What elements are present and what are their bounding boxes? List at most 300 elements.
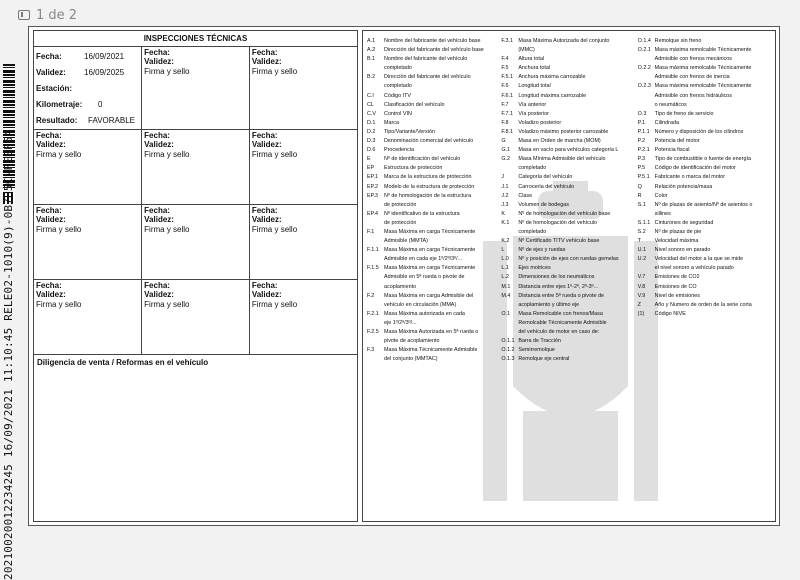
- estacion-label: Estación:: [36, 83, 73, 93]
- legend-description: Nº de identificación del vehículo: [384, 156, 461, 163]
- legend-code: O.1.2: [501, 347, 515, 354]
- validez-label: Validez:: [36, 140, 66, 149]
- firma-label: Firma y sello: [36, 225, 82, 234]
- legend-entry: [638, 46, 775, 55]
- legend-code: L.0: [501, 256, 509, 263]
- fecha-label: Fecha:: [251, 206, 278, 215]
- legend-columns: [363, 31, 775, 364]
- legend-code: F.3.1: [501, 38, 514, 44]
- legend-code: F.7: [501, 101, 509, 108]
- legend-code: S.1.1: [637, 219, 651, 226]
- inspection-cell: [249, 280, 357, 355]
- legend-description: Admisible con frenos mecánicos: [654, 56, 732, 63]
- legend-entry: [501, 155, 635, 164]
- legend-description: Masa en Orden de marcha (MOM): [518, 138, 601, 145]
- legend-description: Tipo de combustible o fuente de energía: [654, 156, 751, 163]
- legend-code: P.1: [637, 119, 646, 126]
- legend-description: Ejes motrices: [518, 265, 551, 272]
- legend-description: Nº y posición de ejes con ruedas gemelas: [518, 256, 619, 263]
- legend-code: J: [501, 174, 505, 181]
- legend-description: Nº identificativo de la estructura: [384, 210, 460, 217]
- legend-code: O.2.1: [637, 47, 651, 54]
- legend-description: Cilindrada: [654, 119, 679, 126]
- legend-entry: [638, 155, 775, 164]
- legend-entry: [367, 173, 499, 182]
- validez-label: Validez:: [144, 140, 174, 149]
- legend-entry: [638, 82, 775, 91]
- legend-entry: [501, 237, 635, 246]
- legend-entry: [638, 146, 775, 155]
- legend-entry: [501, 355, 635, 364]
- legend-description: acoplamiento: [384, 283, 417, 290]
- fecha-label: Fecha:: [251, 48, 278, 57]
- legend-description: Nº de plazas de pie: [654, 228, 702, 235]
- legend-code: D.1: [367, 119, 376, 126]
- legend-description: Vía posterior: [518, 110, 549, 117]
- legend-description: Longitud total: [518, 83, 551, 90]
- legend-entry: [501, 110, 635, 119]
- legend-entry: [367, 73, 499, 82]
- legend-entry: [501, 283, 635, 292]
- legend-description: Código ITV: [384, 92, 411, 99]
- legend-entry: [367, 355, 499, 364]
- legend-entry: [638, 237, 775, 246]
- legend-description: Masa máxima remolcable Técnicamente: [654, 83, 752, 90]
- legend-description: Nombre del fabricante del vehículo: [384, 56, 468, 63]
- inspection-cell: [249, 130, 357, 205]
- legend-description: Admisible en cada eje 1º/2º/3º/...: [384, 256, 463, 263]
- legend-description: Barra de Tracción: [518, 338, 561, 345]
- legend-description: Velocidad máxima: [654, 238, 699, 245]
- legend-description: Clase: [518, 192, 533, 199]
- legend-entry: [367, 192, 499, 201]
- legend-code: F.3: [367, 347, 375, 354]
- legend-entry: [501, 346, 635, 355]
- legend-code: F.2: [367, 292, 375, 299]
- inspection-cell: [142, 205, 250, 280]
- legend-description: Nº de homologación del vehículo base: [518, 210, 611, 217]
- legend-entry: [638, 255, 775, 264]
- validez-label: Validez:: [144, 215, 174, 224]
- legend-code: F.1.1: [367, 247, 379, 254]
- legend-entry: [501, 119, 635, 128]
- legend-panel: [362, 30, 776, 522]
- legend-entry: [638, 228, 775, 237]
- legend-description: Nivel de emisiones: [654, 292, 700, 299]
- legend-description: Voladizo máximo posterior carrozable: [518, 128, 609, 135]
- legend-code: L: [501, 247, 505, 254]
- legend-description: Masa Máxima en carga Técnicamente: [384, 247, 476, 254]
- legend-description: Masa Mínima Admisible del vehículo: [518, 156, 606, 163]
- legend-description: Marca de la estructura de protección: [384, 174, 472, 181]
- legend-entry: [501, 273, 635, 282]
- validez-label: Validez:: [251, 215, 282, 224]
- legend-description: Tipo/Variante/Versión: [384, 128, 435, 135]
- legend-code: V.8: [637, 283, 646, 290]
- legend-entry: [367, 210, 499, 219]
- legend-code: P.1.1: [637, 128, 650, 135]
- legend-description: Remolque eje central: [518, 356, 570, 363]
- legend-entry: [638, 137, 775, 146]
- inspection-cell-first: [34, 47, 142, 130]
- legend-description: sillines: [654, 210, 671, 217]
- legend-code: F.6.1: [501, 92, 514, 99]
- legend-entry: [501, 173, 635, 182]
- legend-column-1: [367, 37, 499, 364]
- firma-label: Firma y sello: [144, 225, 190, 234]
- legend-entry: [501, 164, 635, 173]
- legend-entry: [367, 255, 499, 264]
- legend-entry: [367, 328, 499, 337]
- legend-code: K: [501, 210, 505, 217]
- firma-label: Firma y sello: [36, 150, 82, 159]
- inspection-cell: [34, 205, 142, 280]
- legend-entry: [501, 228, 635, 237]
- legend-description: completado: [384, 65, 412, 72]
- legend-code: A.1: [367, 38, 376, 44]
- legend-entry: [638, 37, 775, 46]
- fecha-label: Fecha:: [144, 281, 170, 290]
- legend-code: F.8.1: [501, 128, 514, 135]
- legend-code: C.I: [367, 92, 374, 99]
- legend-code: Z: [637, 301, 641, 308]
- firma-label: Firma y sello: [251, 67, 298, 76]
- legend-description: Masa máxima remolcable Técnicamente: [654, 47, 752, 54]
- legend-column-2: [501, 37, 635, 364]
- legend-code: P.2: [637, 138, 646, 145]
- legend-description: Emisiones de CO2: [654, 274, 700, 281]
- legend-description: Masa Máxima en carga Técnicamente: [384, 228, 476, 235]
- legend-description: Masa Máxima Autorizada del conjunto: [518, 38, 610, 44]
- legend-description: Masa máxima remolcable Técnicamente: [654, 65, 752, 72]
- legend-code: P.5.1: [637, 174, 650, 181]
- legend-code: P.2.1: [637, 147, 650, 154]
- legend-description: Procedencia: [384, 147, 414, 154]
- fecha-label: Fecha:: [36, 281, 62, 290]
- legend-description: Distancia entre ejes 1º-2º, 2º-3º...: [518, 283, 599, 290]
- legend-description: del vehículo de motor en caso de:: [518, 329, 600, 335]
- firma-label: Firma y sello: [144, 300, 190, 309]
- legend-description: completado: [518, 228, 547, 235]
- legend-description: Altura total: [518, 56, 545, 63]
- legend-entry: [367, 292, 499, 301]
- legend-entry: [501, 192, 635, 201]
- legend-code: F.1.5: [367, 265, 379, 272]
- legend-entry: [638, 92, 775, 101]
- legend-code: L.2: [501, 274, 509, 281]
- page-count-label: 1 de 2: [36, 7, 78, 23]
- legend-description: Código NIVE: [654, 310, 686, 317]
- legend-code: J.3: [501, 201, 509, 208]
- firma-label: Firma y sello: [251, 300, 298, 309]
- legend-entry: [638, 246, 775, 255]
- legend-entry: [367, 301, 499, 310]
- legend-entry: [367, 246, 499, 255]
- legend-description: Anchura total: [518, 65, 551, 72]
- legend-code: F.5: [501, 65, 509, 72]
- legend-description: Masa Máxima en carga Técnicamente: [384, 265, 476, 272]
- legend-description: Color: [654, 192, 668, 199]
- legend-description: Semirremolque: [518, 347, 555, 354]
- legend-description: Código de identificación del motor: [654, 165, 736, 172]
- legend-code: A.2: [367, 47, 376, 54]
- legend-description: (MMC): [518, 47, 535, 54]
- kilometraje-label: Kilometraje:: [36, 99, 83, 109]
- legend-description: Modelo de la estructura de protección: [384, 183, 475, 190]
- legend-entry: [501, 46, 635, 55]
- legend-code: F.4: [501, 56, 509, 63]
- resultado-label: Resultado:: [36, 115, 78, 125]
- legend-description: Admisible en 5ª rueda o pivote de: [384, 274, 465, 281]
- legend-description: Relación potencia/masa: [654, 183, 713, 190]
- legend-code: G.1: [501, 147, 511, 154]
- legend-description: Dirección del fabricante del vehículo base: [384, 47, 484, 54]
- document-reference-code: 20210020012234245 16/09/2021 11:10:45 RELE02-1010(9)-0B7H5C-FEBF64: [2, 129, 15, 580]
- legend-description: Velocidad del motor a la que se mide: [654, 256, 744, 263]
- legend-entry: [638, 128, 775, 137]
- legend-code: G.2: [501, 156, 511, 163]
- inspection-cell: [142, 280, 250, 355]
- legend-entry: [638, 310, 775, 319]
- legend-code: O.1.4: [637, 38, 651, 44]
- legend-entry: [367, 46, 499, 55]
- fecha-label: Fecha:: [36, 131, 62, 140]
- legend-code: R: [637, 192, 642, 199]
- legend-description: Cinturones de seguridad: [654, 219, 714, 226]
- resultado-value: FAVORABLE: [88, 115, 135, 125]
- legend-description: Admisible con frenos de inercia: [654, 74, 730, 81]
- legend-description: Masa Máxima Técnicamente Admisible: [384, 347, 478, 354]
- legend-entry: [367, 55, 499, 64]
- legend-entry: [501, 101, 635, 110]
- legend-description: Clasificación del vehículo: [384, 101, 445, 108]
- legend-code: O.3: [637, 110, 647, 117]
- legend-entry: [367, 264, 499, 273]
- legend-code: C.V: [367, 110, 376, 117]
- legend-entry: [638, 55, 775, 64]
- firma-label: Firma y sello: [144, 67, 190, 76]
- legend-description: Nº de homologación del vehículo: [518, 219, 598, 226]
- legend-code: M.1: [501, 283, 511, 290]
- legend-description: Nivel sonoro en parado: [654, 247, 711, 254]
- validez-label: Validez:: [251, 140, 282, 149]
- legend-code: EP.2: [367, 183, 378, 190]
- inspection-cell: [142, 130, 250, 205]
- legend-code: O.1.1: [501, 338, 515, 345]
- legend-entry: [367, 273, 499, 282]
- legend-entry: [638, 101, 775, 110]
- legend-entry: [367, 64, 499, 73]
- legend-description: Masa Remolcable con frenos/Masa: [518, 310, 603, 317]
- validez-label: Validez:: [36, 67, 66, 77]
- firma-label: Firma y sello: [144, 150, 190, 159]
- inspection-cell: [249, 205, 357, 280]
- legend-code: EP.4: [367, 210, 378, 217]
- firma-label: Firma y sello: [251, 225, 298, 234]
- legend-code: F.7.1: [501, 110, 514, 117]
- legend-entry: [501, 128, 635, 137]
- fecha-value: 16/09/2021: [84, 51, 125, 61]
- kilometraje-value: 0: [98, 99, 103, 109]
- legend-description: Nº de homologación de la estructura: [384, 192, 472, 199]
- legend-code: V.7: [637, 274, 646, 281]
- legend-code: O.2.3: [637, 83, 651, 90]
- legend-entry: [501, 82, 635, 91]
- legend-entry: [367, 346, 499, 355]
- legend-entry: [367, 283, 499, 292]
- legend-entry: [501, 310, 635, 319]
- legend-entry: [638, 219, 775, 228]
- legend-code: D.2: [367, 128, 376, 135]
- legend-entry: [501, 301, 635, 310]
- legend-entry: [367, 337, 499, 346]
- legend-entry: [501, 246, 635, 255]
- legend-entry: [367, 92, 499, 101]
- legend-entry: [501, 328, 635, 337]
- legend-description: o neumáticos: [654, 101, 687, 108]
- legend-entry: [367, 319, 499, 328]
- legend-code: K.1: [501, 219, 510, 226]
- inspection-cell: [34, 130, 142, 205]
- legend-description: Nº de plazas de asiento/Nº de asientos o: [654, 201, 753, 208]
- inspection-cell: [34, 280, 142, 355]
- legend-description: Nº Certificado TITV vehículo base: [518, 238, 600, 245]
- legend-entry: [367, 201, 499, 210]
- legend-description: Control VIN: [384, 110, 412, 117]
- legend-code: EP.3: [367, 192, 378, 199]
- legend-entry: [367, 310, 499, 319]
- legend-description: Estructura de protección: [384, 165, 443, 172]
- legend-code: G: [501, 138, 506, 145]
- legend-description: Longitud máxima carrozable: [518, 92, 587, 99]
- legend-code: F.8: [501, 119, 509, 126]
- legend-description: Marca: [384, 119, 399, 126]
- legend-code: O.1.3: [501, 356, 515, 363]
- legend-description: Volumen de bodegas: [518, 201, 569, 208]
- legend-entry: [501, 255, 635, 264]
- legend-entry: [638, 164, 775, 173]
- legend-code: J.2: [501, 192, 509, 199]
- fecha-label: Fecha:: [144, 48, 170, 57]
- legend-entry: [501, 64, 635, 73]
- fecha-label: Fecha:: [36, 51, 62, 61]
- fecha-label: Fecha:: [144, 206, 170, 215]
- legend-column-3: [638, 37, 775, 364]
- legend-description: Anchura máxima carrozable: [518, 74, 586, 81]
- legend-description: Potencia del motor: [654, 138, 700, 145]
- legend-code: CL: [367, 101, 374, 108]
- legend-description: Número y disposición de los cilindros: [654, 128, 744, 135]
- legend-entry: [367, 101, 499, 110]
- legend-entry: [638, 283, 775, 292]
- legend-description: el nivel sonoro a vehículo parado: [654, 265, 734, 272]
- legend-code: F.1: [367, 228, 375, 235]
- legend-description: Categoría del vehículo: [518, 174, 573, 181]
- legend-entry: [638, 210, 775, 219]
- legend-description: Tipo de freno de servicio: [654, 110, 714, 117]
- legend-description: pivote de acoplamiento: [384, 338, 440, 345]
- legend-entry: [638, 173, 775, 182]
- legend-code: O.2.2: [637, 65, 651, 72]
- sidebar-toggle-icon[interactable]: [18, 10, 30, 20]
- legend-description: Dimensiones de los neumáticos: [518, 274, 595, 281]
- legend-entry: [367, 219, 499, 228]
- legend-description: Masa en vacío para vehículos categoría L: [518, 147, 619, 154]
- legend-description: Emisiones de CO: [654, 283, 697, 290]
- legend-description: Voladizo posterior: [518, 119, 562, 126]
- legend-description: de protección: [384, 219, 417, 226]
- legend-code: Q: [637, 183, 642, 190]
- legend-entry: [367, 237, 499, 246]
- legend-description: Masa Máxima en carga Admisible del: [384, 292, 474, 299]
- legend-entry: [638, 273, 775, 282]
- fecha-label: Fecha:: [251, 281, 278, 290]
- legend-code: EP.1: [367, 174, 378, 181]
- legend-description: de protección: [384, 201, 417, 208]
- legend-entry: [638, 301, 775, 310]
- legend-code: F.6: [501, 83, 509, 90]
- legend-entry: [501, 137, 635, 146]
- legend-entry: [638, 73, 775, 82]
- validez-label: Validez:: [251, 290, 282, 299]
- legend-entry: [367, 146, 499, 155]
- legend-code: F.2.5: [367, 329, 379, 335]
- legend-entry: [501, 210, 635, 219]
- inspection-cell: [249, 47, 357, 130]
- legend-entry: [367, 82, 499, 91]
- legend-description: eje 1º/2º/3º/...: [384, 319, 417, 326]
- legend-entry: [367, 137, 499, 146]
- legend-code: D.6: [367, 147, 376, 154]
- legend-code: F.5.1: [501, 74, 514, 81]
- legend-description: Admisible (MMTA): [384, 238, 428, 245]
- legend-entry: [501, 201, 635, 210]
- legend-description: Potencia fiscal: [654, 147, 690, 154]
- legend-description: Dirección del fabricante del vehículo: [384, 74, 471, 81]
- legend-code: B.1: [367, 56, 376, 63]
- legend-entry: [638, 201, 775, 210]
- legend-description: Denominación comercial del vehículo: [384, 138, 474, 145]
- legend-code: S.1: [637, 201, 646, 208]
- legend-code: (1): [637, 310, 645, 317]
- legend-description: Nº de ejes y ruedas: [518, 247, 566, 254]
- legend-entry: [501, 219, 635, 228]
- legend-entry: [367, 155, 499, 164]
- legend-entry: [638, 119, 775, 128]
- fecha-label: Fecha:: [251, 131, 278, 140]
- legend-entry: [501, 55, 635, 64]
- legend-entry: [367, 183, 499, 192]
- diligencia-heading: Diligencia de venta / Reformas en el vehículo: [37, 358, 209, 367]
- validez-label: Validez:: [251, 57, 282, 66]
- legend-entry: [367, 119, 499, 128]
- legend-description: del conjunto (MMTAC): [384, 356, 438, 363]
- legend-code: P.5: [637, 165, 646, 172]
- inspections-title: INSPECCIONES TÉCNICAS: [34, 31, 357, 47]
- legend-entry: [501, 183, 635, 192]
- legend-entry: [638, 64, 775, 73]
- fecha-label: Fecha:: [144, 131, 170, 140]
- legend-entry: [501, 292, 635, 301]
- legend-code: E: [367, 156, 371, 163]
- legend-code: S.2: [637, 228, 646, 235]
- legend-code: O.1: [501, 310, 511, 317]
- legend-entry: [638, 292, 775, 301]
- legend-entry: [501, 146, 635, 155]
- legend-entry: [501, 337, 635, 346]
- legend-entry: [501, 73, 635, 82]
- validez-label: Validez:: [144, 290, 174, 299]
